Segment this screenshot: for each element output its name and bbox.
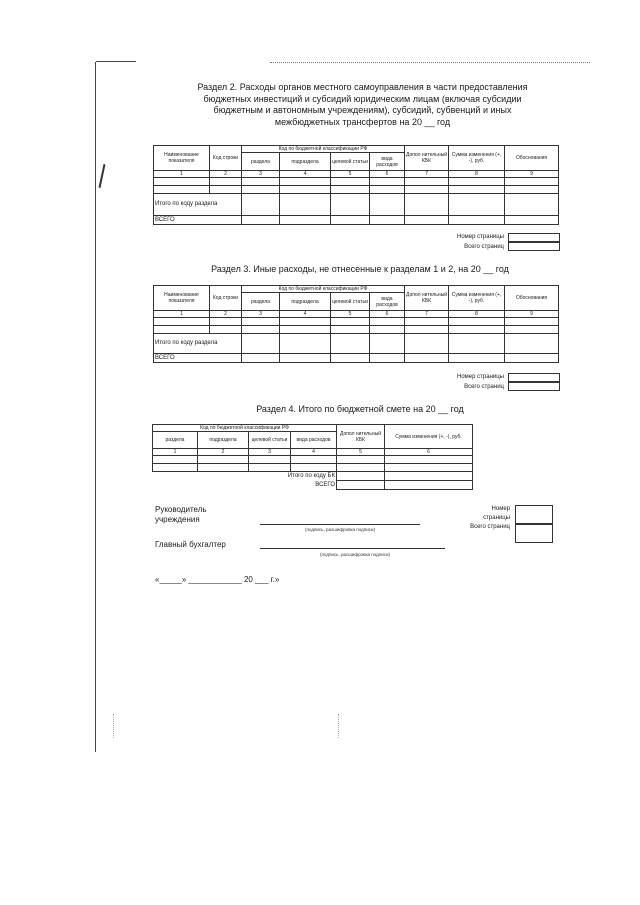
header-justification: Обоснования bbox=[505, 286, 559, 311]
column-number: 3 bbox=[242, 311, 280, 318]
column-number: 4 bbox=[280, 311, 331, 318]
scan-dots bbox=[338, 714, 342, 738]
header-justification: Обоснования bbox=[505, 146, 559, 171]
total-label: ВСЕГО bbox=[154, 216, 242, 225]
section2-page-meta bbox=[380, 232, 504, 252]
header-code: Код строки bbox=[210, 286, 242, 311]
header-change-sum: Сумма изменения (+, -), руб. bbox=[385, 425, 473, 449]
header-target: целевой статьи bbox=[249, 432, 291, 449]
column-number: 2 bbox=[210, 311, 242, 318]
header-subsection: подраздела bbox=[280, 293, 331, 311]
header-extra-kbk: Допол нительный КБК bbox=[337, 425, 385, 449]
section3-title-line: Раздел 3. Иные расходы, не отнесенные к разделам 1 и 2, на 20 __ год bbox=[211, 264, 509, 274]
signature-page-meta bbox=[440, 505, 510, 532]
header-expense: вида расходов bbox=[291, 432, 337, 449]
pages-total-label: Всего страниц bbox=[470, 524, 510, 530]
table-row bbox=[154, 178, 559, 186]
section2-title-line: бюджетных инвестиций и субсидий юридическим лицам (включая субсидии bbox=[203, 93, 522, 104]
column-number: 2 bbox=[198, 449, 249, 456]
column-number: 7 bbox=[405, 171, 449, 178]
header-section: раздела bbox=[242, 293, 280, 311]
total-by-bk-label: Итого по коду БК bbox=[287, 473, 335, 480]
header-expense: вида расходов bbox=[370, 293, 405, 311]
table-row bbox=[154, 318, 559, 326]
scan-border-top bbox=[96, 61, 136, 62]
header-subsection: подраздела bbox=[280, 153, 331, 171]
section2-table bbox=[153, 145, 559, 225]
column-number: 9 bbox=[505, 311, 559, 318]
header-target: целевой статьи bbox=[331, 293, 370, 311]
header-subsection: подраздела bbox=[198, 432, 249, 449]
page-number-label: Номер страницы bbox=[457, 374, 504, 380]
total-label: ВСЕГО bbox=[154, 354, 242, 363]
header-change-sum: Сумма изменения (+, -), руб. bbox=[449, 286, 505, 311]
pen-mark bbox=[99, 164, 106, 188]
header-name: Наименование показателя bbox=[154, 146, 210, 171]
scan-border-left bbox=[95, 62, 96, 752]
head-label-line: учреждения bbox=[155, 515, 200, 524]
pages-total-label: Всего страниц bbox=[464, 384, 504, 390]
signature-caption: (подпись, расшифровка подписи) bbox=[320, 552, 390, 557]
column-number: 4 bbox=[291, 449, 337, 456]
signature-caption: (подпись, расшифровка подписи) bbox=[305, 527, 375, 532]
section2-title-line: бюджетным и автономным учреждениям), субсидий, субвенций и иных bbox=[213, 105, 512, 115]
header-section: раздела bbox=[153, 432, 198, 449]
scan-border-top-dotted bbox=[270, 62, 590, 63]
header-extra-kbk: Допол нительный КБК bbox=[405, 146, 449, 171]
page-number-label-line: страницы bbox=[483, 515, 510, 521]
section3-title bbox=[150, 264, 570, 276]
chief-accountant-signature-line[interactable] bbox=[260, 548, 445, 549]
table-row bbox=[154, 326, 559, 334]
column-number: 6 bbox=[370, 171, 405, 178]
column-number: 8 bbox=[449, 311, 505, 318]
header-extra-kbk: Допол нительный КБК bbox=[405, 286, 449, 311]
chief-accountant-label: Главный бухгалтер bbox=[155, 540, 226, 549]
column-number: 8 bbox=[449, 171, 505, 178]
date-line: «_____» ____________ 20 ___ г.» bbox=[155, 575, 280, 584]
total-by-code-label: Итого по коду раздела bbox=[154, 194, 242, 216]
table-row bbox=[154, 186, 559, 194]
header-kbk-group: Код по бюджетной классификации РФ bbox=[242, 146, 405, 153]
section2-title bbox=[150, 82, 575, 128]
column-number: 1 bbox=[153, 449, 198, 456]
column-number: 4 bbox=[280, 171, 331, 178]
section4-title: Раздел 4. Итого по бюджетной смете на 20 __ год bbox=[256, 404, 464, 414]
header-kbk-group: Код по бюджетной классификации РФ bbox=[242, 286, 405, 293]
column-number: 3 bbox=[249, 449, 291, 456]
column-number: 9 bbox=[505, 171, 559, 178]
header-kbk-group: Код по бюджетной классификации РФ bbox=[153, 425, 337, 432]
page-number-label: Номер страницы bbox=[457, 234, 504, 240]
section4-table bbox=[152, 424, 473, 490]
section2-title-line: межбюджетных трансфертов на 20 __ год bbox=[274, 116, 451, 127]
pages-total-box[interactable] bbox=[508, 241, 560, 251]
header-code: Код строки bbox=[210, 146, 242, 171]
column-number: 6 bbox=[370, 311, 405, 318]
head-signature-line[interactable] bbox=[260, 524, 420, 525]
header-section: раздела bbox=[242, 153, 280, 171]
column-number: 1 bbox=[154, 311, 210, 318]
head-label-line: Руководитель bbox=[155, 505, 207, 514]
page-number-box[interactable] bbox=[515, 505, 553, 525]
section3-table bbox=[153, 285, 559, 363]
page-number-label-line: Номер bbox=[491, 506, 510, 512]
column-number: 5 bbox=[331, 171, 370, 178]
column-number: 3 bbox=[242, 171, 280, 178]
pages-total-label: Всего страниц bbox=[464, 244, 504, 250]
column-number: 5 bbox=[331, 311, 370, 318]
column-number: 5 bbox=[337, 449, 385, 456]
scan-dots bbox=[113, 714, 117, 738]
pages-total-box[interactable] bbox=[508, 381, 560, 391]
section3-page-meta bbox=[380, 372, 504, 392]
header-name: Наименование показателя bbox=[154, 286, 210, 311]
header-target: целевой статьи bbox=[331, 153, 370, 171]
column-number: 1 bbox=[154, 171, 210, 178]
section2-title-line: Раздел 2. Расходы органов местного самоуправления в части предоставления bbox=[197, 82, 528, 92]
total-by-code-label: Итого по коду раздела bbox=[154, 334, 242, 354]
pages-total-box[interactable] bbox=[515, 523, 553, 543]
column-number: 2 bbox=[210, 171, 242, 178]
column-number: 6 bbox=[385, 449, 473, 456]
header-change-sum: Сумма изменения (+, -), руб. bbox=[449, 146, 505, 171]
head-label bbox=[155, 505, 207, 525]
column-number: 7 bbox=[405, 311, 449, 318]
table-row bbox=[153, 456, 473, 464]
table-row bbox=[153, 464, 473, 472]
total-label: ВСЕГО bbox=[315, 482, 335, 488]
header-expense: вида расходов bbox=[370, 153, 405, 171]
